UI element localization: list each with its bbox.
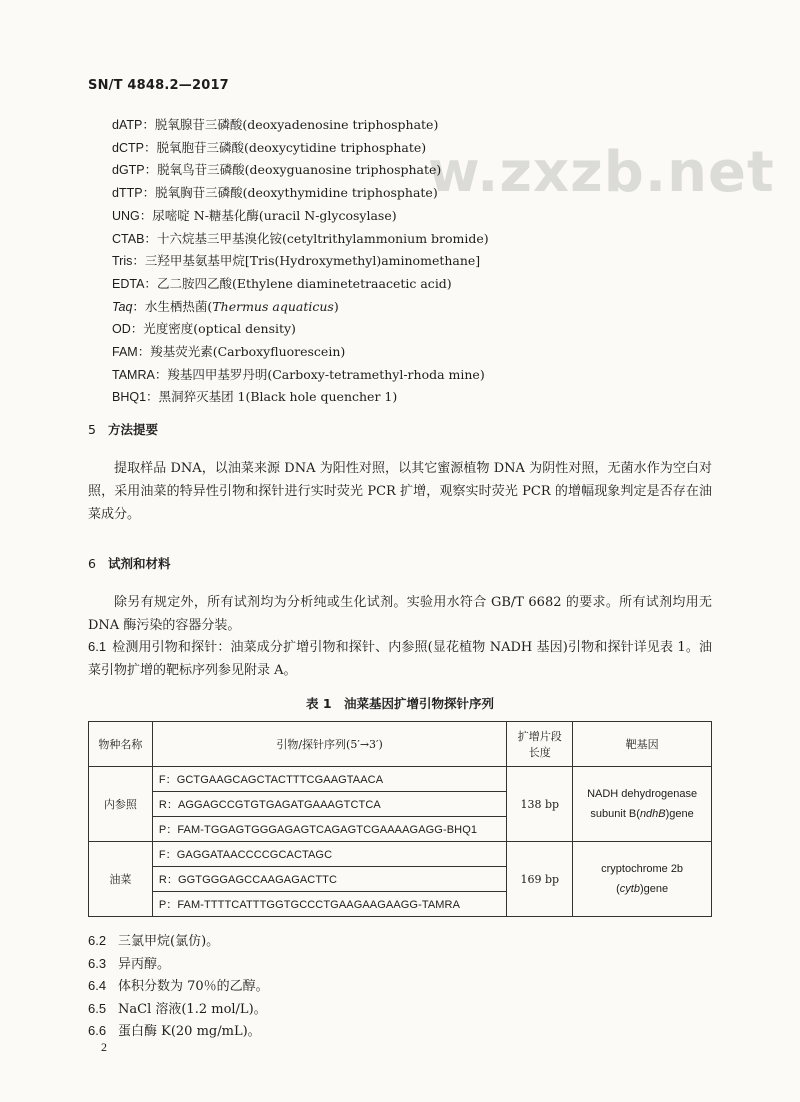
abbreviation-list bbox=[112, 114, 489, 409]
table-1-caption: 表 1 油菜基因扩增引物探针序列 bbox=[305, 696, 495, 711]
sequence-cell: R：AGGAGCCGTGTGAGATGAAAGTCTCA bbox=[152, 792, 507, 817]
abbreviation-item: TAMRA：羧基四甲基罗丹明(Carboxy-tetramethyl-rhoda mine) bbox=[112, 366, 485, 382]
section-6-heading: 6 试剂和材料 bbox=[88, 556, 171, 571]
list-item: 6.3 异丙醇。 bbox=[88, 955, 171, 972]
abbreviation-item: EDTA：乙二胺四乙酸(Ethylene diaminetetraacetic acid) bbox=[112, 275, 452, 291]
sequence-cell: F：GCTGAAGCAGCTACTTTCGAAGTAACA bbox=[152, 767, 507, 792]
abbreviation-item: Tris：三羟甲基氨基甲烷[Tris(Hydroxymethyl)aminomethane] bbox=[112, 253, 481, 269]
abbreviation-item: Taq：水生栖热菌(Thermus aquaticus) bbox=[112, 298, 339, 314]
length-cell: 138 bp bbox=[507, 767, 573, 842]
reagent-list bbox=[88, 930, 269, 1043]
primer-probe-table bbox=[88, 721, 712, 917]
abbreviation-item: CTAB：十六烷基三甲基溴化铵(cetyltrithylammonium bromide) bbox=[112, 230, 489, 246]
section-5-paragraph: 提取样品 DNA，以油菜来源 DNA 为阳性对照，以其它蜜源植物 DNA 为阴性对照，无菌水作为空白对照，采用油菜的特异性引物和探针进行实时荧光 PCR 扩增，观察实时荧光 PCR 的增幅现象判定是否存在油菜成分。 bbox=[88, 461, 712, 522]
abbreviation-item: dCTP：脱氧胞苷三磷酸(deoxycytidine triphosphate) bbox=[112, 139, 427, 155]
header-sequence: 引物/探针序列(5′→3′) bbox=[152, 722, 507, 767]
sequence-cell: P：FAM-TTTTCATTTGGTGCCCTGAAGAAGAAGG-TAMRA bbox=[152, 892, 507, 917]
list-item: 6.4 体积分数为 70％的乙醇。 bbox=[88, 978, 269, 995]
abbreviation-item: dATP：脱氧腺苷三磷酸(deoxyadenosine triphosphate) bbox=[112, 117, 439, 132]
table-row bbox=[89, 842, 712, 867]
standard-number-header: SN/T 4848.2—2017 bbox=[88, 78, 229, 93]
watermark-text: w.zxzb.net bbox=[428, 140, 775, 205]
section-6-paragraph: 除另有规定外，所有试剂均为分析纯或生化试剂。实验用水符合 GB/T 6682 的要求。所有试剂均用无 DNA 酶污染的容器分装。 bbox=[88, 595, 712, 633]
sequence-cell: F：GAGGATAACCCCGCACTAGC bbox=[152, 842, 507, 867]
header-target: 靶基因 bbox=[573, 722, 712, 767]
header-species: 物种名称 bbox=[89, 722, 153, 767]
list-item: 6.2 三氯甲烷(氯仿)。 bbox=[88, 933, 220, 949]
section-5-heading: 5 方法提要 bbox=[88, 422, 159, 437]
target-gene-cell: cryptochrome 2b (cytb)gene bbox=[573, 842, 712, 917]
sequence-cell: P：FAM-TGGAGTGGGAGAGTCAGAGTCGAAAAGAGG-BHQ1 bbox=[152, 817, 507, 842]
clause-6-1: 6.1 检测用引物和探针：油菜成分扩增引物和探针、内参照(显花植物 NADH 基因)引物和探针详见表 1。油菜引物扩增的靶标序列参见附录 A。 bbox=[88, 639, 712, 678]
page-number: 2 bbox=[101, 1040, 107, 1054]
abbreviation-item: dTTP：脱氧胸苷三磷酸(deoxythymidine triphosphate) bbox=[112, 185, 438, 201]
abbreviation-item: OD：光度密度(optical density) bbox=[112, 321, 296, 337]
sequence-cell: R：GGTGGGAGCCAAGAGACTTC bbox=[152, 867, 507, 892]
length-cell: 169 bp bbox=[507, 842, 573, 917]
species-cell: 内参照 bbox=[89, 767, 153, 842]
list-item: 6.5 NaCl 溶液(1.2 mol/L)。 bbox=[88, 1000, 267, 1017]
abbreviation-item: BHQ1：黑洞猝灭基团 1(Black hole quencher 1) bbox=[112, 389, 398, 405]
abbreviation-item: FAM：羧基荧光素(Carboxyfluorescein) bbox=[112, 344, 346, 360]
table-row bbox=[89, 767, 712, 792]
abbreviation-item: dGTP：脱氧鸟苷三磷酸(deoxyguanosine triphosphate) bbox=[112, 162, 442, 178]
abbreviation-item: UNG：尿嘧啶 N-糖基化酶(uracil N-glycosylase) bbox=[112, 207, 397, 223]
list-item: 6.6 蛋白酶 K(20 mg/mL)。 bbox=[88, 1023, 261, 1040]
header-length: 扩增片段 长度 bbox=[507, 722, 573, 767]
species-cell: 油菜 bbox=[89, 842, 153, 917]
table-header-row bbox=[89, 722, 712, 767]
target-gene-cell: NADH dehydrogenase subunit B(ndhB)gene bbox=[573, 767, 712, 842]
